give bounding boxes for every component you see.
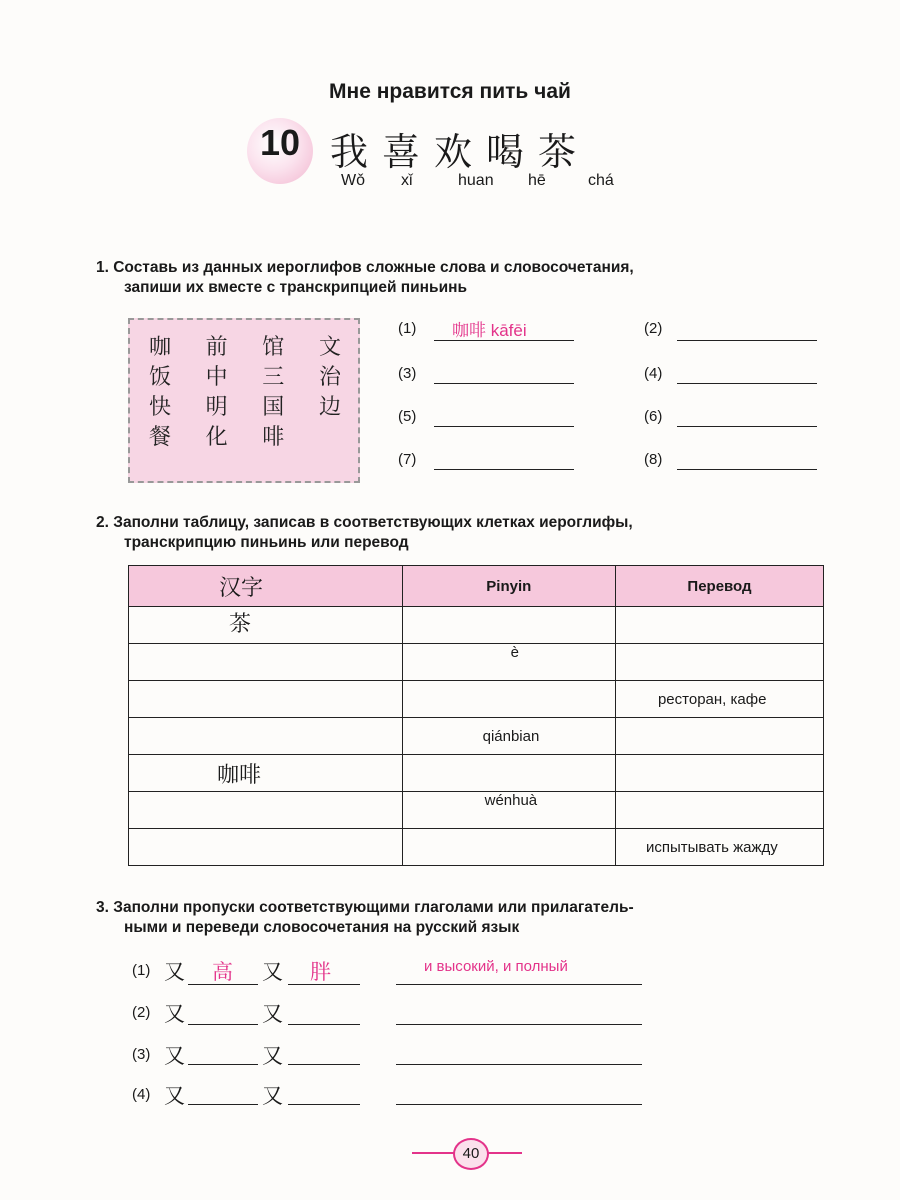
cell-pinyin[interactable] [402,755,615,792]
fill-line[interactable] [288,1064,360,1065]
pinyin-syllable: hē [528,172,546,189]
you-char: 又 [164,1044,185,1068]
cell-pinyin[interactable] [402,681,615,718]
grid-char: 咖 [148,335,171,360]
cell-translation[interactable] [615,607,823,644]
page-number: 40 [453,1138,489,1170]
cell-translation[interactable] [615,792,823,829]
answer-label: (2) [644,320,663,337]
grid-row [140,390,350,420]
table-row [129,681,824,718]
table-row [129,792,824,829]
table-row [129,718,824,755]
pinyin-syllable: chá [588,172,614,189]
task3-label: (1) [132,962,151,979]
cell-hanzi[interactable] [129,681,403,718]
fill-line[interactable] [188,1024,258,1025]
translation-line[interactable] [396,1024,642,1025]
translation-line[interactable] [396,1104,642,1105]
you-char: 又 [262,1084,283,1108]
cell-hanzi[interactable] [129,644,403,681]
cell-translation[interactable] [615,755,823,792]
table-row [129,644,824,681]
translation-answer[interactable]: и высокий, и полный [424,958,568,975]
grid-char: 啡 [262,425,285,450]
translation-line[interactable] [396,1064,642,1065]
task3-label: (4) [132,1086,151,1103]
answer-line[interactable] [677,469,817,470]
grid-char: 国 [262,395,285,420]
answer-line[interactable] [677,340,817,341]
cell-pinyin[interactable]: è [402,644,615,681]
cell-translation[interactable]: ресторан, кафе [615,681,823,718]
pinyin-syllable: xǐ [401,172,413,189]
you-char: 又 [262,960,283,984]
grid-char: 馆 [262,335,285,360]
answer-label: (7) [398,451,417,468]
fill-answer[interactable]: 胖 [310,960,331,984]
grid-char: 饭 [148,365,171,390]
table-row [129,755,824,792]
grid-char: 中 [205,365,228,390]
grid-row [140,330,350,360]
cell-translation[interactable]: испытывать жажду [615,829,823,866]
header-hanzi: 汉字 [129,566,403,607]
page-title: Мне нравится пить чай [329,80,571,103]
answer-line[interactable] [677,426,817,427]
task2-instruction: 2. Заполни таблицу, записав в соответствующих клетках иероглифы, транскрипцию пиньинь или перевод [96,514,633,551]
cell-hanzi[interactable] [129,718,403,755]
table-header-row [129,566,824,607]
answer-label: (3) [398,365,417,382]
answer-line[interactable] [434,426,574,427]
answer-line[interactable] [677,383,817,384]
cell-hanzi[interactable] [129,792,403,829]
grid-char: 化 [205,425,228,450]
grid-row [140,360,350,390]
pinyin-syllable: Wǒ [341,172,365,189]
cell-translation[interactable] [615,718,823,755]
grid-char [310,420,350,450]
cell-pinyin[interactable]: qiánbian [402,718,615,755]
cell-hanzi[interactable] [129,829,403,866]
header-pinyin: Pinyin [402,566,615,607]
grid-char: 治 [318,365,341,390]
grid-char: 文 [318,335,341,360]
you-char: 又 [164,1002,185,1026]
translation-table [128,565,824,866]
lesson-title-hanzi: 我喜欢喝茶 [330,130,591,174]
grid-char: 明 [205,395,228,420]
character-grid [140,330,350,450]
you-char: 又 [164,960,185,984]
grid-char: 餐 [148,425,171,450]
grid-row [140,420,350,450]
task1-instruction: 1. Составь из данных иероглифов сложные слова и словосочетания, запиши их вместе с транскрипцией пиньинь [96,259,634,296]
lesson-number: 10 [259,122,301,163]
pinyin-syllable: huan [458,172,494,189]
translation-line[interactable] [396,984,642,985]
table-row [129,607,824,644]
answer-label: (6) [644,408,663,425]
header-translation: Перевод [615,566,823,607]
fill-answer[interactable]: 高 [212,960,233,984]
fill-line[interactable] [288,1104,360,1105]
answer-line[interactable] [434,469,574,470]
grid-char: 前 [205,335,228,360]
grid-char: 边 [318,395,341,420]
task3-label: (3) [132,1046,151,1063]
you-char: 又 [262,1044,283,1068]
you-char: 又 [164,1084,185,1108]
cell-hanzi[interactable]: 茶 [129,607,403,644]
task3-instruction: 3. Заполни пропуски соответствующими глаголами или прилагатель- ными и переведи словосочетания на русский язык [96,899,634,936]
table-row [129,829,824,866]
fill-line[interactable] [188,984,258,985]
fill-line[interactable] [188,1064,258,1065]
cell-pinyin[interactable] [402,829,615,866]
answer-label: (1) [398,320,417,337]
grid-char: 三 [262,365,285,390]
answer-line[interactable] [434,383,574,384]
answer-label: (4) [644,365,663,382]
cell-pinyin[interactable] [402,607,615,644]
fill-line[interactable] [188,1104,258,1105]
fill-line[interactable] [288,984,360,985]
cell-hanzi[interactable]: 咖啡 [129,755,403,792]
cell-translation[interactable] [615,644,823,681]
you-char: 又 [262,1002,283,1026]
cell-pinyin[interactable]: wénhuà [402,792,615,829]
answer-line[interactable] [434,340,574,341]
answer-value[interactable]: 咖啡 kāfēi [452,321,527,340]
grid-char: 快 [148,395,171,420]
answer-label: (5) [398,408,417,425]
answer-label: (8) [644,451,663,468]
task3-label: (2) [132,1004,151,1021]
fill-line[interactable] [288,1024,360,1025]
